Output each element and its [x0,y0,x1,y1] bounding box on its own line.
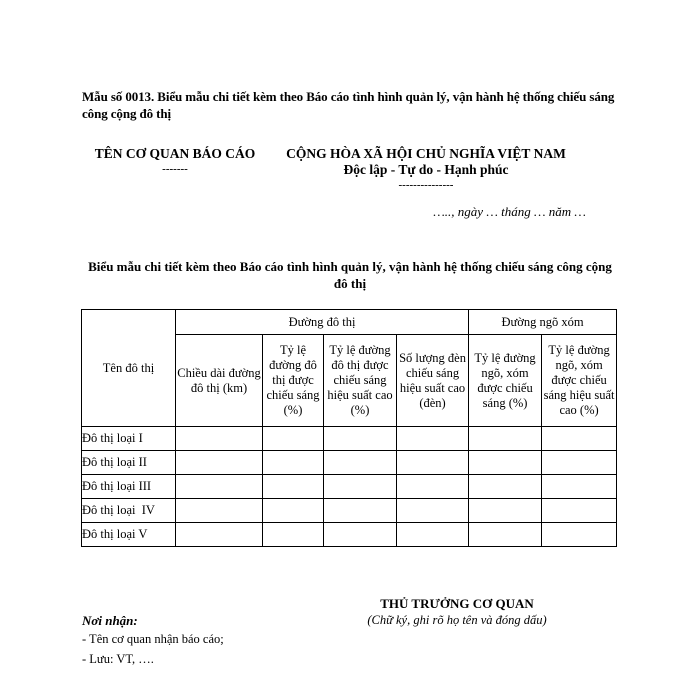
table-cell[interactable] [324,499,397,523]
republic-motto: Độc lập - Tự do - Hạnh phúc [343,162,509,177]
table-cell[interactable] [397,499,469,523]
table-cell[interactable] [397,451,469,475]
table-row [82,523,617,547]
row-label: Đô thị loại I [82,427,176,451]
header-alley-roads: Đường ngõ xóm [469,310,617,335]
header-col-lit-ratio: Tỷ lệ đường đô thị được chiếu sáng (%) [263,335,324,427]
table-cell[interactable] [263,499,324,523]
header-city-name: Tên đô thị [82,310,176,427]
republic-name: CỘNG HÒA XÃ HỘI CHỦ NGHĨA VIỆT NAM [286,146,566,161]
header-col-alley-lit-ratio: Tỷ lệ đường ngõ, xóm được chiếu sáng (%) [469,335,542,427]
table-cell[interactable] [324,523,397,547]
agency-block [90,146,260,176]
table-cell[interactable] [176,427,263,451]
table-cell[interactable] [469,427,542,451]
table-cell[interactable] [176,475,263,499]
table-cell[interactable] [542,523,617,547]
table-cell[interactable] [324,475,397,499]
table-cell[interactable] [397,523,469,547]
motto-underline: --------------- [398,179,454,191]
header-col-alley-hp-ratio: Tỷ lệ đường ngõ, xóm được chiếu sáng hiệu suất cao (%) [542,335,617,427]
recipient-item: - Tên cơ quan nhận báo cáo; [82,632,224,646]
table-cell[interactable] [324,427,397,451]
table-cell[interactable] [542,475,617,499]
header-urban-roads: Đường đô thị [176,310,469,335]
table-cell[interactable] [397,427,469,451]
header-col-length: Chiều dài đường đô thị (km) [176,335,263,427]
table-row [82,451,617,475]
form-number: Mẫu số 0013. Biểu mẫu chi tiết kèm theo Báo cáo tình hình quản lý, vận hành hệ thống chiếu sáng công cộng đô thị [82,89,615,121]
table-cell[interactable] [469,451,542,475]
table-cell[interactable] [469,475,542,499]
recipients-list [82,629,224,669]
table-cell[interactable] [263,427,324,451]
table-cell[interactable] [542,499,617,523]
national-header [268,146,584,192]
row-label: Đô thị loại V [82,523,176,547]
agency-underline: ------- [162,163,188,175]
table-row [82,427,617,451]
row-label: Đô thị loại III [82,475,176,499]
recipients-label: Nơi nhận: [82,613,138,628]
header-col-hp-lit-ratio: Tỷ lệ đường đô thị được chiếu sáng hiệu suất cao (%) [324,335,397,427]
table-cell[interactable] [324,451,397,475]
agency-name: TÊN CƠ QUAN BÁO CÁO [94,146,256,161]
table-cell[interactable] [176,499,263,523]
header-col-hp-lamps: Số lượng đèn chiếu sáng hiệu suất cao (đèn) [397,335,469,427]
table-cell[interactable] [469,499,542,523]
table-cell[interactable] [176,523,263,547]
table-cell[interactable] [263,475,324,499]
report-table [81,309,617,547]
table-row [82,499,617,523]
table-cell[interactable] [263,523,324,547]
signature-note: (Chữ ký, ghi rõ họ tên và đóng dấu) [367,613,547,627]
document-title: Biểu mẫu chi tiết kèm theo Báo cáo tình hình quản lý, vận hành hệ thống chiếu sáng công cộng đô thị [88,259,612,291]
table-cell[interactable] [542,427,617,451]
table-cell[interactable] [263,451,324,475]
table-row [82,475,617,499]
row-label: Đô thị loại II [82,451,176,475]
recipient-item: - Lưu: VT, …. [82,652,154,666]
row-label: Đô thị loại IV [82,499,176,523]
date-line: ….., ngày … tháng … năm … [433,204,586,219]
signature-title: THỦ TRƯỞNG CƠ QUAN [380,596,534,611]
table-cell[interactable] [397,475,469,499]
table-cell[interactable] [176,451,263,475]
table-cell[interactable] [469,523,542,547]
table-cell[interactable] [542,451,617,475]
